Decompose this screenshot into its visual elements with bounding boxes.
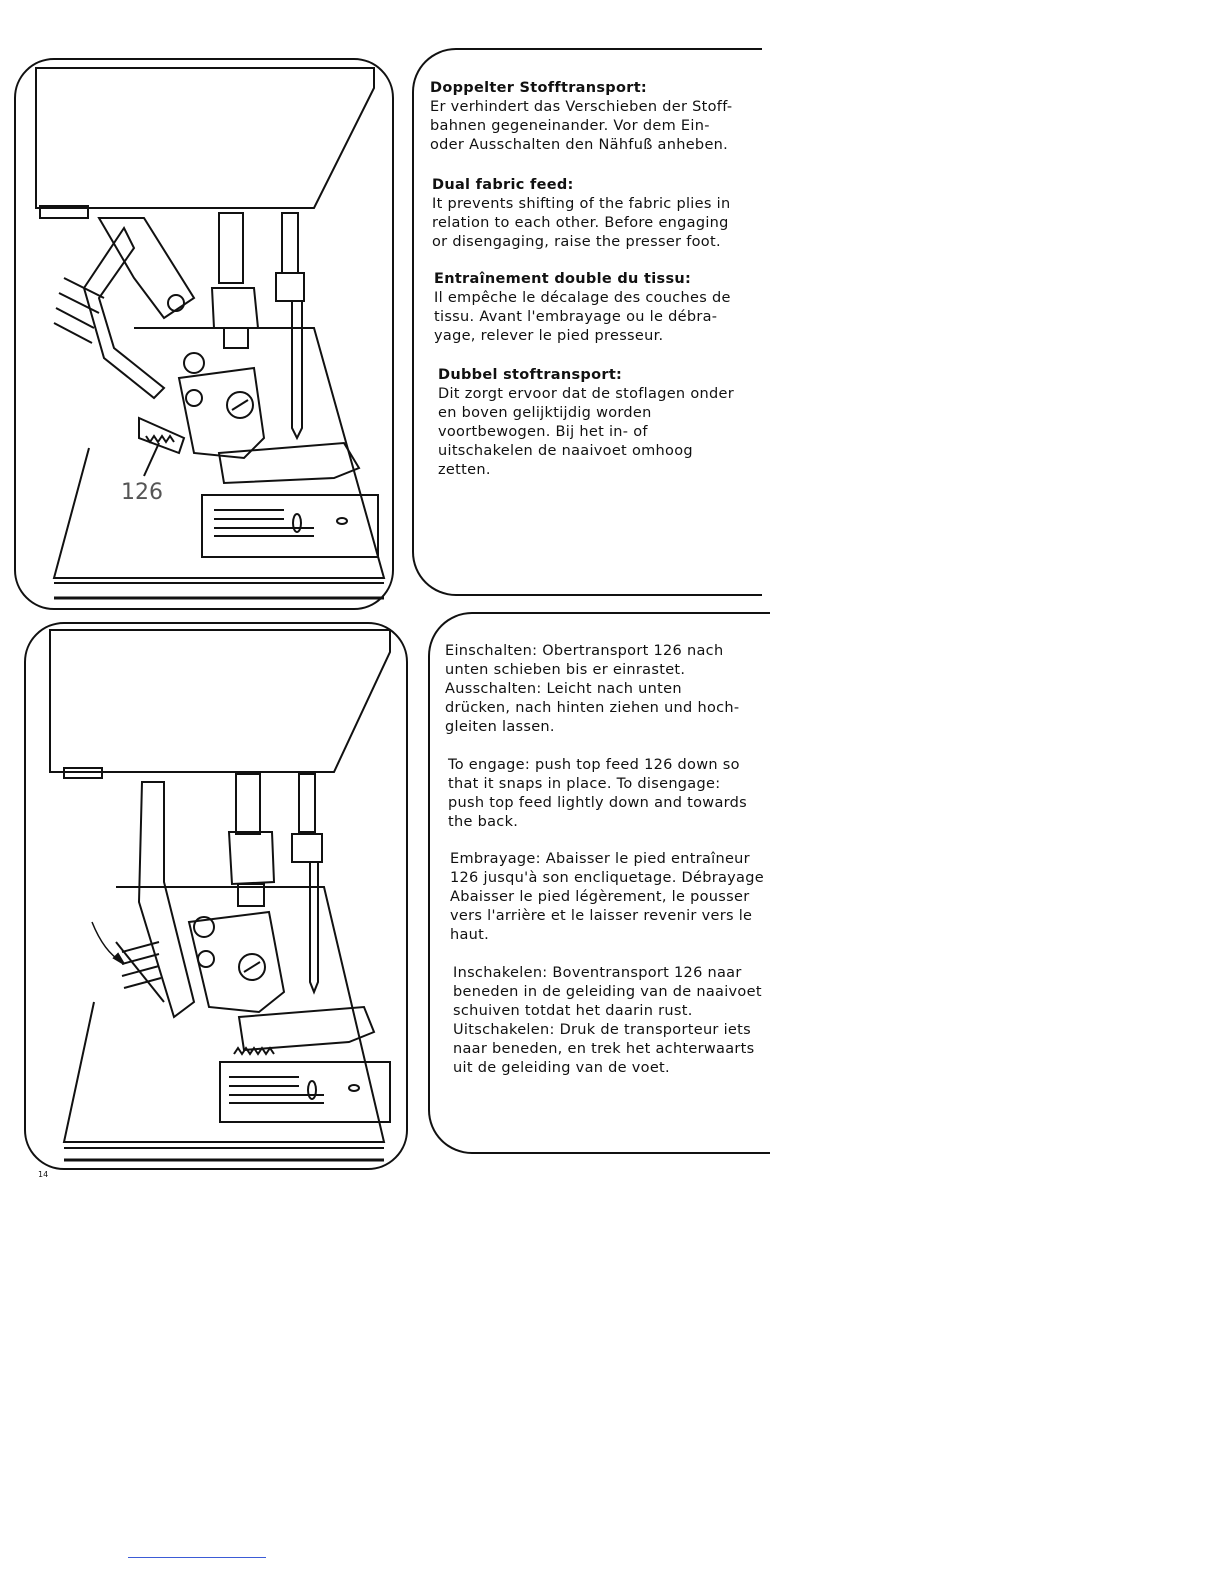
instructions-german: Einschalten: Obertransport 126 nach unten schieben bis er einrastet. Ausschalten: Leicht nach unten drücken, nach hinten ziehen und hoch- gleiten lassen. bbox=[445, 643, 740, 735]
section-1-block-german bbox=[430, 79, 760, 155]
figure-2-presser-foot-illustration bbox=[24, 622, 408, 1170]
heading-german: Doppelter Stofftransport: bbox=[430, 80, 648, 96]
figure-1-callout-label: 126 bbox=[121, 480, 163, 505]
section-2-block-dutch bbox=[453, 964, 773, 1078]
heading-dutch: Dubbel stoftransport: bbox=[438, 367, 623, 383]
section-2-block-german bbox=[445, 642, 765, 737]
figure-1-presser-foot-illustration bbox=[14, 58, 394, 610]
footer-underline bbox=[128, 1557, 266, 1558]
page-number: 14 bbox=[38, 1170, 49, 1179]
section-1-block-french bbox=[434, 270, 764, 346]
body-dutch: Dit zorgt ervoor dat de stoflagen onder en boven gelijktijdig worden voortbewogen. Bij het in- of uitschakelen de naaivoet omhoog zetten. bbox=[438, 386, 734, 478]
heading-french: Entraînement double du tissu: bbox=[434, 271, 692, 287]
body-english: It prevents shifting of the fabric plies in relation to each other. Before engaging or disengaging, raise the presser foot. bbox=[432, 196, 731, 250]
body-german: Er verhindert das Verschieben der Stoff- bahnen gegeneinander. Vor dem Ein- oder Ausschalten den Nähfuß anheben. bbox=[430, 99, 733, 153]
section-2-block-english bbox=[448, 756, 768, 832]
section-2-block-french bbox=[450, 850, 770, 945]
section-1-block-english bbox=[432, 176, 762, 252]
instructions-english: To engage: push top feed 126 down so that it snaps in place. To disengage: push top feed lightly down and towards the back. bbox=[448, 757, 748, 830]
instructions-dutch: Inschakelen: Boventransport 126 naar beneden in de geleiding van de naaivoet schuiven totdat het daarin rust. Uitschakelen: Druk de transporteur iets naar beneden, en trek het achterwaarts uit de geleiding van de voet. bbox=[453, 965, 762, 1076]
section-1-block-dutch bbox=[438, 366, 768, 480]
body-french: Il empêche le décalage des couches de tissu. Avant l'embrayage ou le débra- yage, relever le pied presseur. bbox=[434, 290, 731, 344]
heading-english: Dual fabric feed: bbox=[432, 177, 574, 193]
instructions-french: Embrayage: Abaisser le pied entraîneur 126 jusqu'à son encliquetage. Débrayage Abaisser le pied légèrement, le pousser vers l'arrière et le laisser revenir vers le haut. bbox=[450, 851, 764, 943]
